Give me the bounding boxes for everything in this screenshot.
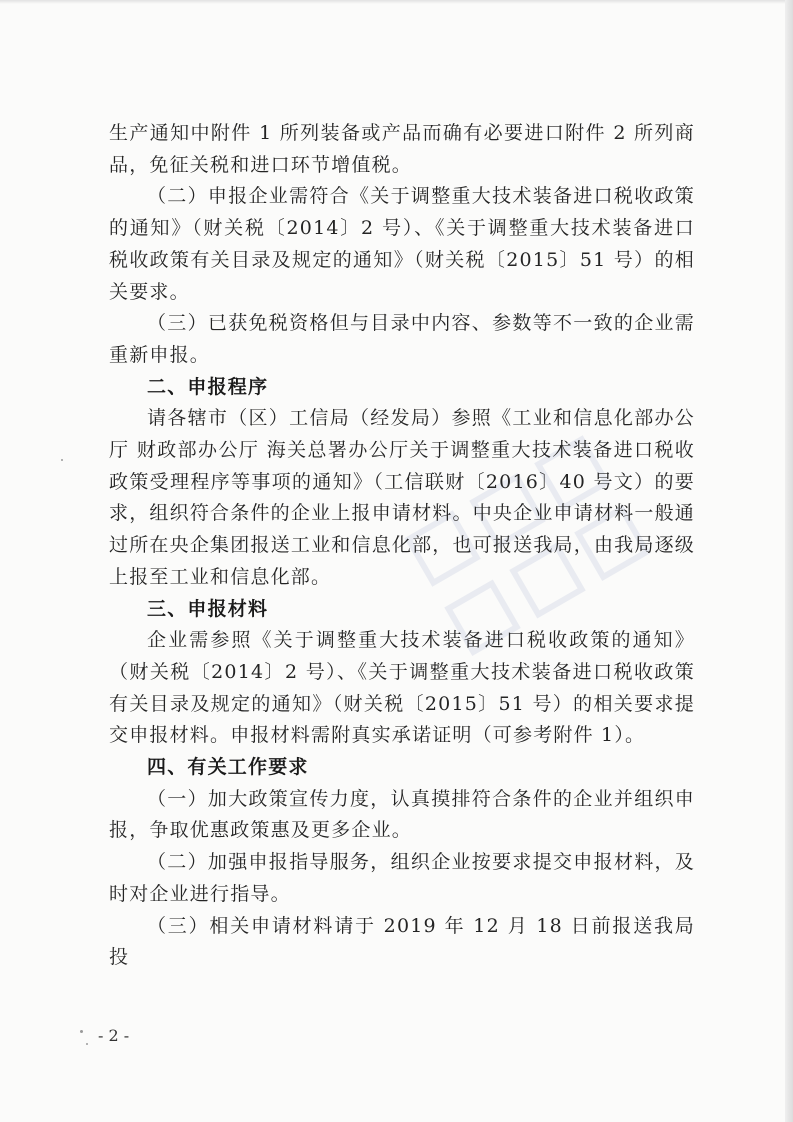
paragraph: 企业需参照《关于调整重大技术装备进口税收政策的通知》（财关税〔2014〕2 号）、《关于调整重大技术装备进口税收政策有关目录及规定的通知》（财关税〔2015〕51 号）的相关要求提交申报材料。申报材料需附真实承诺证明（可参考附件 1）。 bbox=[109, 629, 695, 747]
paragraph: 请各辖市（区）工信局（经发局）参照《工业和信息化部办公厅 财政部办公厅 海关总署办公厅关于调整重大技术装备进口税收政策受理程序等事项的通知》（工信联财〔2016〕40 号文）的要求，组织符合条件的企业上报申请材料。中央企业申请材料一般通过所在央企集团报送工业和信息化部，也可报送我局，由我局逐级上报至工业和信息化部。 bbox=[109, 407, 695, 588]
scan-speck bbox=[86, 1043, 88, 1045]
body-text bbox=[109, 118, 695, 974]
scan-edge-right bbox=[785, 0, 793, 1122]
paragraph: （三）相关申请材料请于 2019 年 12 月 18 日前报送我局投 bbox=[109, 914, 695, 969]
scan-edge-top bbox=[0, 0, 793, 4]
page-number: - 2 - bbox=[98, 1026, 130, 1045]
scan-speck bbox=[61, 459, 63, 461]
section-heading: 二、申报程序 bbox=[147, 375, 269, 398]
paragraph: 生产通知中附件 1 所列装备或产品而确有必要进口附件 2 所列商品，免征关税和进口环节增值税。 bbox=[109, 122, 695, 176]
paragraph: （三）已获免税资格但与目录中内容、参数等不一致的企业需重新申报。 bbox=[109, 312, 695, 366]
paragraph: （二）加强申报指导服务，组织企业按要求提交申报材料，及时对企业进行指导。 bbox=[109, 851, 695, 905]
section-heading: 四、有关工作要求 bbox=[147, 756, 309, 779]
paragraph: （二）申报企业需符合《关于调整重大技术装备进口税收政策的通知》（财关税〔2014〕2 号）、《关于调整重大技术装备进口税收政策有关目录及规定的通知》（财关税〔2015〕51 号）的相关要求。 bbox=[109, 185, 695, 303]
scan-speck bbox=[80, 1030, 83, 1033]
paragraph: （一）加大政策宣传力度，认真摸排符合条件的企业并组织申报，争取优惠政策惠及更多企业。 bbox=[109, 787, 695, 842]
section-heading: 三、申报材料 bbox=[147, 597, 269, 620]
